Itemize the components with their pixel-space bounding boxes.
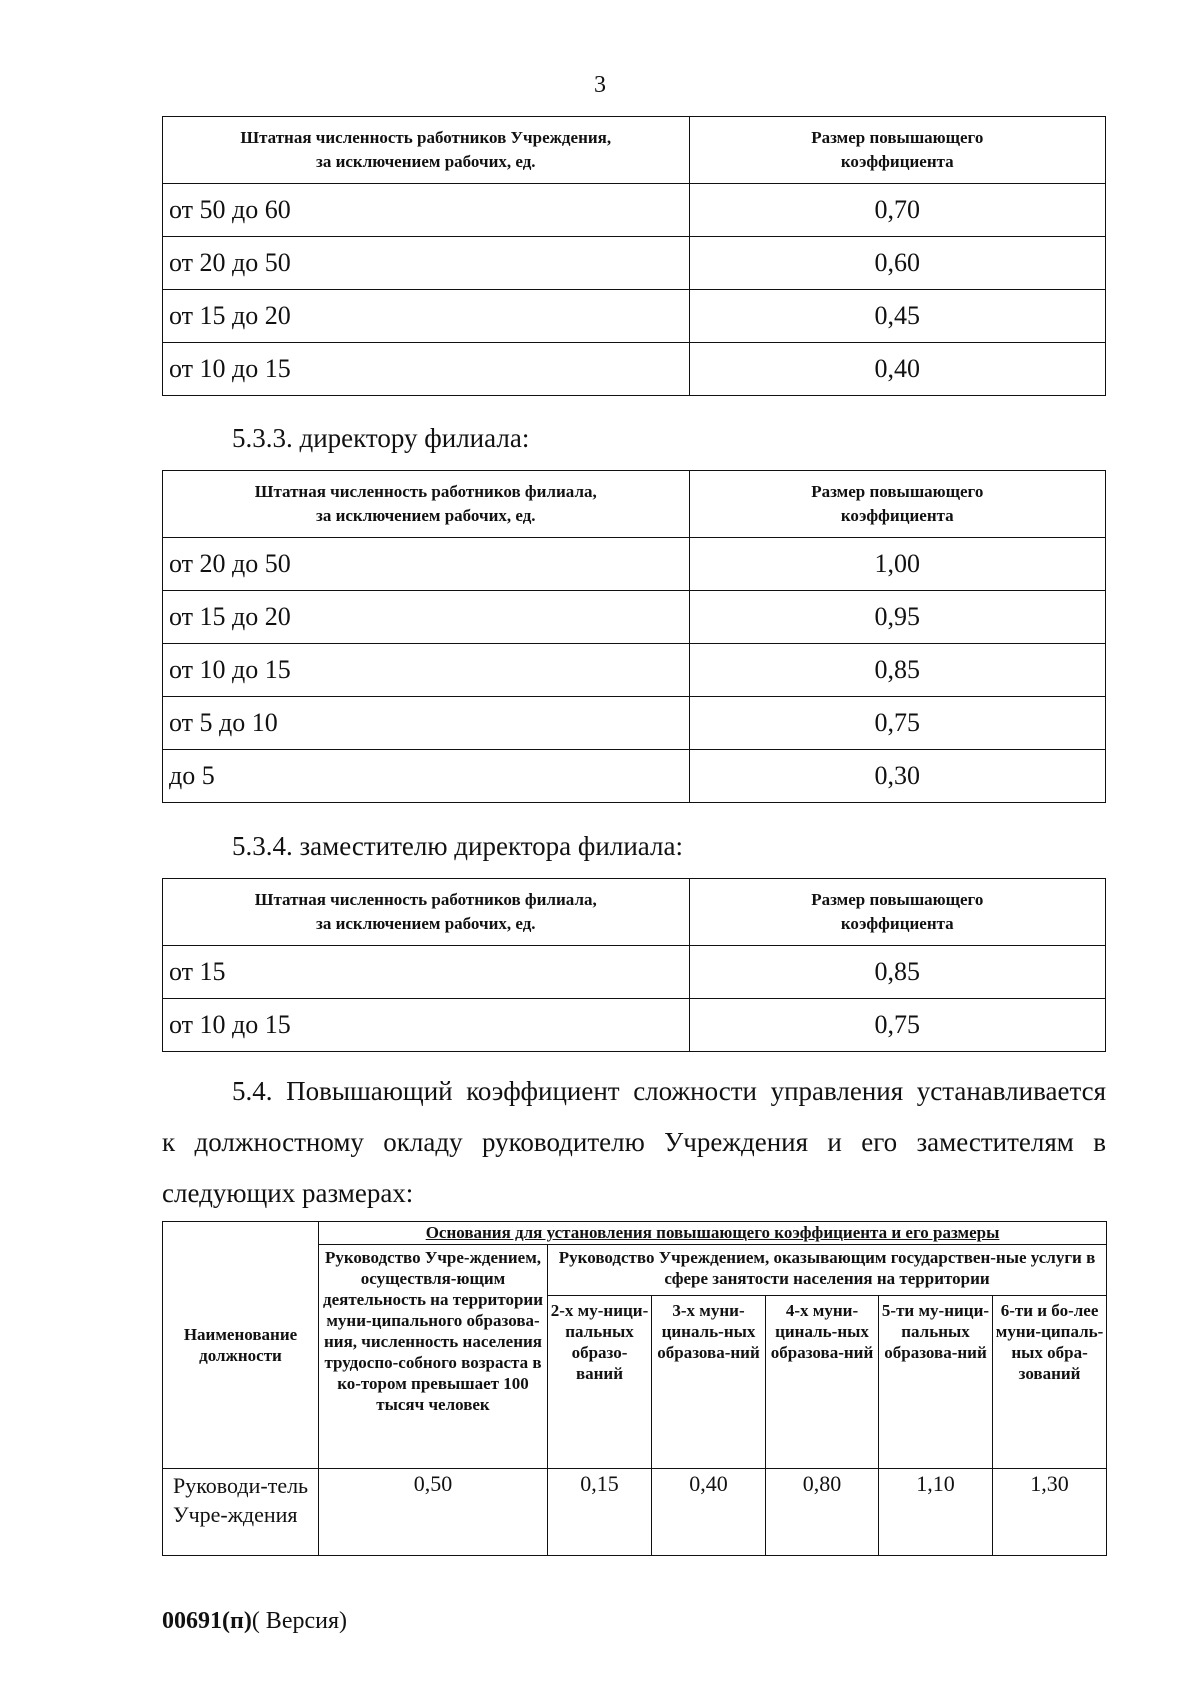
- value-cell: 0,40: [689, 343, 1105, 396]
- value-cell: 0,75: [689, 697, 1105, 750]
- table-header-row: [163, 471, 1106, 538]
- paragraph-line: к должностному окладу руководителю Учреждения и его заместителям в: [162, 1127, 1106, 1157]
- header-position-name: Наименование должности: [163, 1222, 319, 1469]
- header-5-municipalities: 5-ти му-ници-пальных образова-ний: [879, 1296, 993, 1469]
- value-cell: 1,30: [993, 1469, 1107, 1556]
- coefficient-table-deputy-director: [162, 878, 1106, 1052]
- table-row: [163, 946, 1106, 999]
- table-header-row: [163, 879, 1106, 946]
- range-cell: до 5: [163, 750, 690, 803]
- header-3-municipalities: 3-х муни-циналь-ных образова-ний: [652, 1296, 766, 1469]
- table-header-row: [163, 1222, 1107, 1245]
- position-name-cell: Руководи-тель Учре-ждения: [163, 1469, 319, 1556]
- value-cell: 0,75: [689, 999, 1105, 1052]
- table-row: [163, 697, 1106, 750]
- table-row: [163, 237, 1106, 290]
- value-cell: 0,70: [689, 184, 1105, 237]
- page-number: 3: [594, 72, 606, 98]
- heading-5-3-4: 5.3.4. заместителю директора филиала:: [232, 831, 683, 861]
- value-cell: 0,95: [689, 591, 1105, 644]
- header-staff-count: Штатная численность работников Учреждения, за исключением рабочих, ед.: [163, 117, 690, 184]
- range-cell: от 20 до 50: [163, 237, 690, 290]
- table-row: [163, 290, 1106, 343]
- value-cell: 0,45: [689, 290, 1105, 343]
- value-cell: 0,30: [689, 750, 1105, 803]
- header-services: Руководство Учреждением, оказывающим государствен-ные услуги в сфере занятости населения на территории: [548, 1245, 1107, 1296]
- range-cell: от 5 до 10: [163, 697, 690, 750]
- range-cell: от 10 до 15: [163, 343, 690, 396]
- table-header-row: [163, 117, 1106, 184]
- range-cell: от 20 до 50: [163, 538, 690, 591]
- value-cell: 0,40: [652, 1469, 766, 1556]
- value-cell: 0,85: [689, 946, 1105, 999]
- range-cell: от 10 до 15: [163, 999, 690, 1052]
- range-cell: от 15 до 20: [163, 591, 690, 644]
- header-coefficient: Размер повышающего коэффициента: [689, 117, 1105, 184]
- coefficient-table-institution: [162, 116, 1106, 396]
- range-cell: от 50 до 60: [163, 184, 690, 237]
- management-complexity-table: [162, 1221, 1107, 1556]
- document-code: 00691(п): [162, 1608, 252, 1634]
- document-footer: [162, 1608, 347, 1635]
- table-row: [163, 591, 1106, 644]
- table-row: [163, 999, 1106, 1052]
- range-cell: от 15: [163, 946, 690, 999]
- paragraph-line: 5.4. Повышающий коэффициент сложности управления устанавливается: [232, 1076, 1106, 1106]
- table-row: [163, 1469, 1107, 1556]
- value-cell: 1,00: [689, 538, 1105, 591]
- range-cell: от 15 до 20: [163, 290, 690, 343]
- header-territory: Руководство Учре-ждением, осуществля-ющим деятельность на территории муни-ципального образова-ния, численность населения трудоспо-собного возраста в ко-тором превышает 100 тысяч человек: [319, 1245, 548, 1469]
- table-row: [163, 538, 1106, 591]
- paragraph-line: следующих размерах:: [162, 1178, 414, 1208]
- heading-5-3-3: 5.3.3. директору филиала:: [232, 423, 530, 453]
- table-row: [163, 343, 1106, 396]
- value-cell: 0,85: [689, 644, 1105, 697]
- table-row: [163, 644, 1106, 697]
- coefficient-table-branch-director: [162, 470, 1106, 803]
- territory-value-cell: 0,50: [319, 1469, 548, 1556]
- range-cell: от 10 до 15: [163, 644, 690, 697]
- value-cell: 1,10: [879, 1469, 993, 1556]
- header-coefficient: Размер повышающего коэффициента: [689, 471, 1105, 538]
- document-version: ( Версия): [251, 1608, 347, 1634]
- header-6-plus-municipalities: 6-ти и бо-лее муни-ципаль-ных обра-зований: [993, 1296, 1107, 1469]
- header-coefficient: Размер повышающего коэффициента: [689, 879, 1105, 946]
- table-row: [163, 750, 1106, 803]
- value-cell: 0,80: [766, 1469, 879, 1556]
- table-row: [163, 184, 1106, 237]
- header-2-municipalities: 2-х му-ници-пальных образо-ваний: [548, 1296, 652, 1469]
- header-4-municipalities: 4-х муни-циналь-ных образова-ний: [766, 1296, 879, 1469]
- value-cell: 0,15: [548, 1469, 652, 1556]
- value-cell: 0,60: [689, 237, 1105, 290]
- paragraph-5-4: [162, 1066, 1106, 1219]
- header-grounds: Основания для установления повышающего коэффициента и его размеры: [319, 1222, 1107, 1245]
- header-staff-count: Штатная численность работников филиала, за исключением рабочих, ед.: [163, 879, 690, 946]
- header-staff-count: Штатная численность работников филиала, за исключением рабочих, ед.: [163, 471, 690, 538]
